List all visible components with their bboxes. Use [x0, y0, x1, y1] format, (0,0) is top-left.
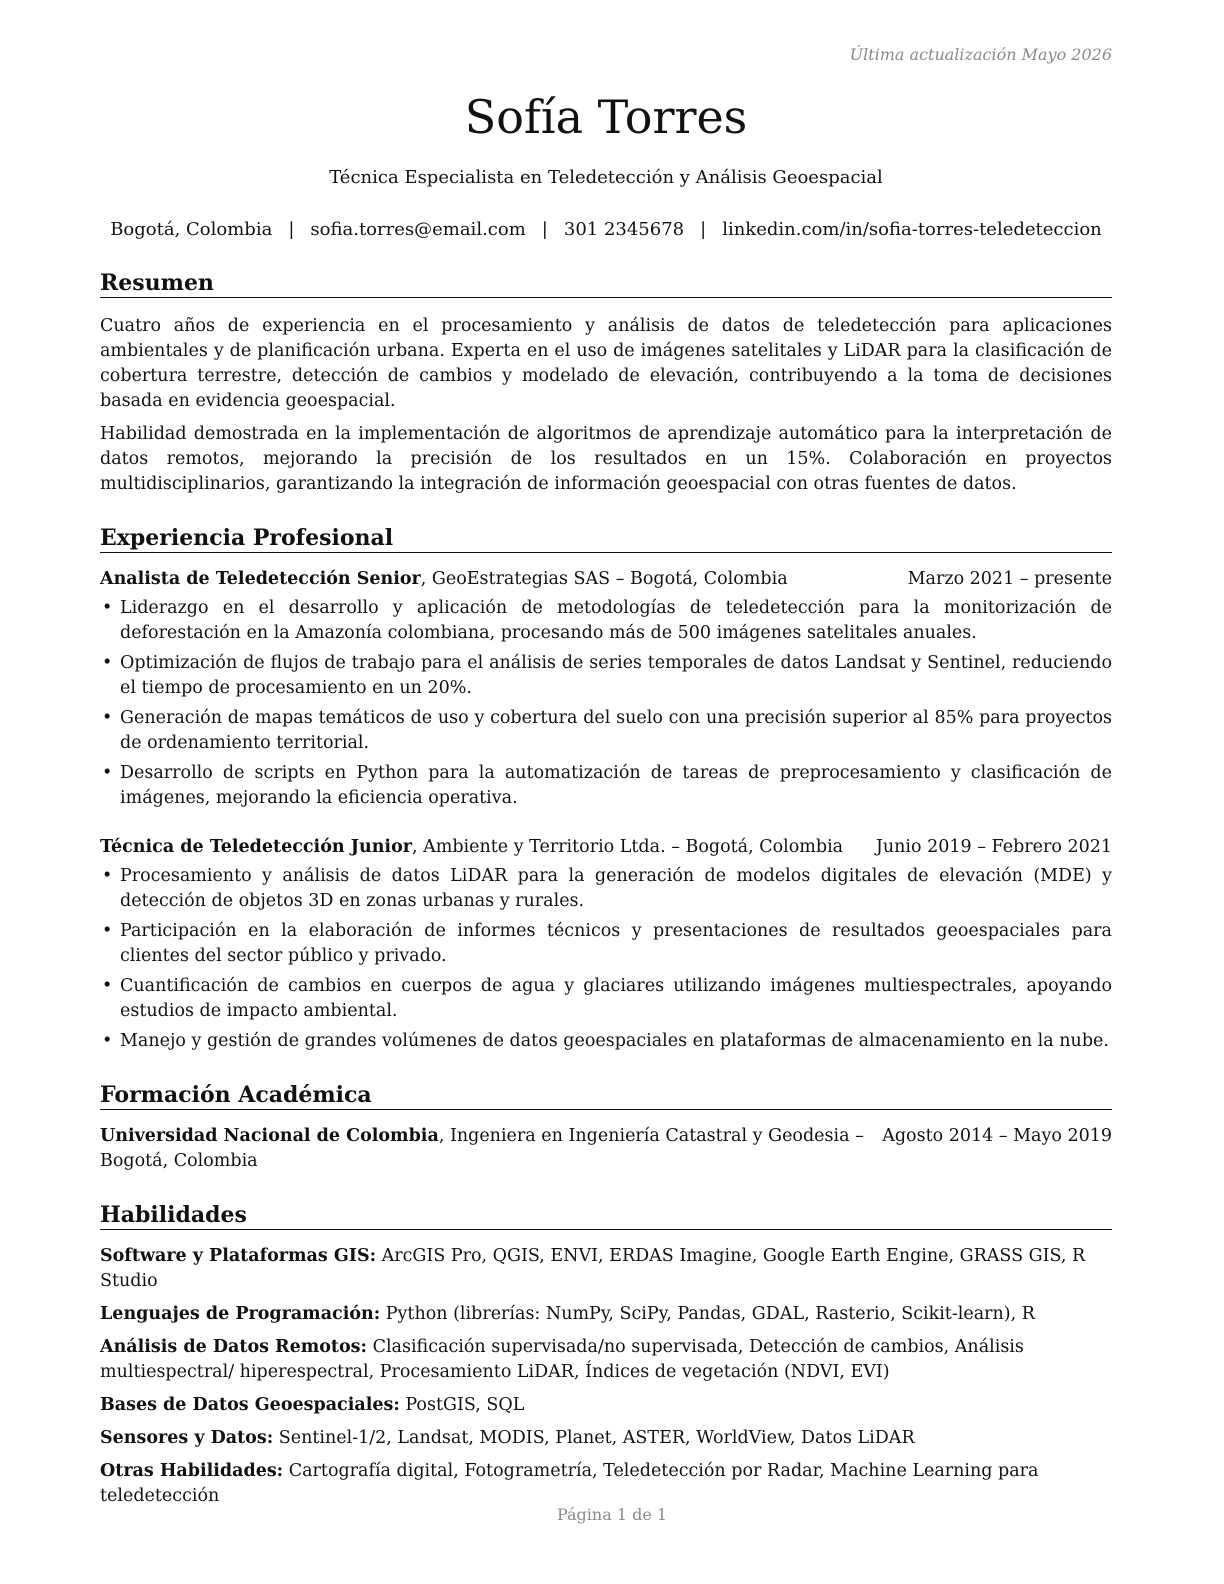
skill-label: Sensores y Datos:: [100, 1428, 274, 1448]
contact-separator: |: [288, 219, 295, 240]
job-organization: , Ambiente y Territorio Ltda. – Bogotá, Colombia: [411, 837, 844, 857]
skill-row: [100, 1302, 1112, 1327]
contact-email[interactable]: sofia.torres@email.com: [310, 219, 526, 240]
job-dates: Junio 2019 – Febrero 2021: [875, 837, 1112, 857]
job-bullet: • Cuantificación de cambios en cuerpos de agua y glaciares utilizando imágenes multiespectrales, apoyando estudios de impacto ambiental.: [100, 974, 1112, 1024]
skill-value: Cartografía digital, Fotogrametría, Teledetección por Radar, Machine Learning para teledetección: [100, 1461, 1039, 1506]
job-title-line: [100, 835, 843, 860]
job-bullet: • Generación de mapas temáticos de uso y cobertura del suelo con una precisión superior al 85% para proyectos de ordenamiento territorial.: [100, 706, 1112, 756]
skills-list: [100, 1244, 1112, 1509]
skill-row: [100, 1244, 1112, 1294]
skill-label: Análisis de Datos Remotos:: [100, 1337, 367, 1357]
section-title-summary: Resumen: [100, 270, 1112, 298]
section-title-experience: Experiencia Profesional: [100, 525, 1112, 553]
contact-line: [100, 218, 1112, 242]
job-bullet-list: [100, 596, 1112, 811]
job-header: [100, 835, 1112, 860]
skill-row: [100, 1335, 1112, 1385]
contact-linkedin[interactable]: linkedin.com/in/sofia-torres-teledeteccion: [722, 219, 1102, 240]
section-title-skills: Habilidades: [100, 1202, 1112, 1230]
skill-value: ArcGIS Pro, QGIS, ENVI, ERDAS Imagine, Google Earth Engine, GRASS GIS, R Studio: [100, 1246, 1086, 1291]
last-updated: Última actualización Mayo 2026: [849, 45, 1112, 64]
skill-label: Software y Plataformas GIS:: [100, 1246, 377, 1266]
job-role: Analista de Teledetección Senior: [100, 569, 421, 589]
skill-label: Bases de Datos Geoespaciales:: [100, 1395, 400, 1415]
job-bullet: • Participación en la elaboración de informes técnicos y presentaciones de resultados geoespaciales para clientes del sector público y privado.: [100, 919, 1112, 969]
candidate-name: Sofía Torres: [464, 90, 748, 144]
job-title-line: [100, 567, 788, 592]
contact-separator: |: [541, 219, 548, 240]
skill-value: Clasificación supervisada/no supervisada, Detección de cambios, Análisis multiespectral/ hiperespectral, Procesamiento LiDAR, Índices de vegetación (NDVI, EVI): [100, 1337, 1024, 1382]
job-role: Técnica de Teledetección Junior: [100, 837, 412, 857]
skill-value: Python (librerías: NumPy, SciPy, Pandas, GDAL, Rasterio, Scikit-learn), R: [380, 1304, 1035, 1324]
contact-phone: 301 2345678: [563, 219, 685, 240]
job-header: [100, 567, 1112, 592]
education-entry: [100, 1124, 1112, 1174]
contact-location: Bogotá, Colombia: [110, 219, 273, 240]
skill-value: Sentinel-1/2, Landsat, MODIS, Planet, ASTER, WorldView, Datos LiDAR: [273, 1428, 915, 1448]
section-title-education: Formación Académica: [100, 1082, 1112, 1110]
job-bullet: • Procesamiento y análisis de datos LiDAR para la generación de modelos digitales de elevación (MDE) y detección de objetos 3D en zonas urbanas y rurales.: [100, 864, 1112, 914]
skill-row: [100, 1459, 1112, 1509]
education-degree-line: [100, 1124, 864, 1149]
education-institution: Universidad Nacional de Colombia: [100, 1126, 439, 1146]
education-degree: , Ingeniera en Ingeniería Catastral y Geodesia –: [438, 1126, 864, 1146]
skill-row: [100, 1393, 1112, 1418]
job-organization: , GeoEstrategias SAS – Bogotá, Colombia: [420, 569, 788, 589]
education-dates: Agosto 2014 – Mayo 2019: [882, 1126, 1112, 1146]
job-dates: Marzo 2021 – presente: [907, 569, 1112, 589]
skill-label: Lenguajes de Programación:: [100, 1304, 381, 1324]
job-bullet: • Optimización de flujos de trabajo para el análisis de series temporales de datos Landsat y Sentinel, reduciendo el tiempo de procesamiento en un 20%.: [100, 651, 1112, 701]
education-location: Bogotá, Colombia: [100, 1151, 258, 1171]
summary-paragraph: Habilidad demostrada en la implementación de algoritmos de aprendizaje automático para la interpretación de datos remotos, mejorando la precisión de los resultados en un 15%. Colaboración en proyectos multidisciplinarios, garantizando la integración de información geoespacial con otras fuentes de datos.: [100, 424, 1112, 494]
job-bullet-list: [100, 864, 1112, 1054]
contact-separator: |: [700, 219, 707, 240]
skill-value: PostGIS, SQL: [399, 1395, 525, 1415]
skill-row: [100, 1426, 1112, 1451]
skill-label: Otras Habilidades:: [100, 1461, 284, 1481]
page-number: Página 1 de 1: [556, 1505, 668, 1524]
education-line: [100, 1124, 1112, 1149]
job-bullet: • Manejo y gestión de grandes volúmenes de datos geoespaciales en plataformas de almacenamiento en la nube.: [100, 1029, 1112, 1054]
job-bullet: • Liderazgo en el desarrollo y aplicación de metodologías de teledetección para la monitorización de deforestación en la Amazonía colombiana, procesando más de 500 imágenes satelitales anuales.: [100, 596, 1112, 646]
job-bullet: • Desarrollo de scripts en Python para la automatización de tareas de preprocesamiento y clasificación de imágenes, mejorando la eficiencia operativa.: [100, 761, 1112, 811]
candidate-headline: Técnica Especialista en Teledetección y Análisis Geoespacial: [329, 167, 883, 188]
summary-paragraph: Cuatro años de experiencia en el procesamiento y análisis de datos de teledetección para aplicaciones ambientales y de planificación urbana. Experta en el uso de imágenes satelitales y LiDAR para la clasificación de cobertura terrestre, detección de cambios y modelado de elevación, contribuyendo a la toma de decisiones basada en evidencia geoespacial.: [100, 316, 1112, 411]
